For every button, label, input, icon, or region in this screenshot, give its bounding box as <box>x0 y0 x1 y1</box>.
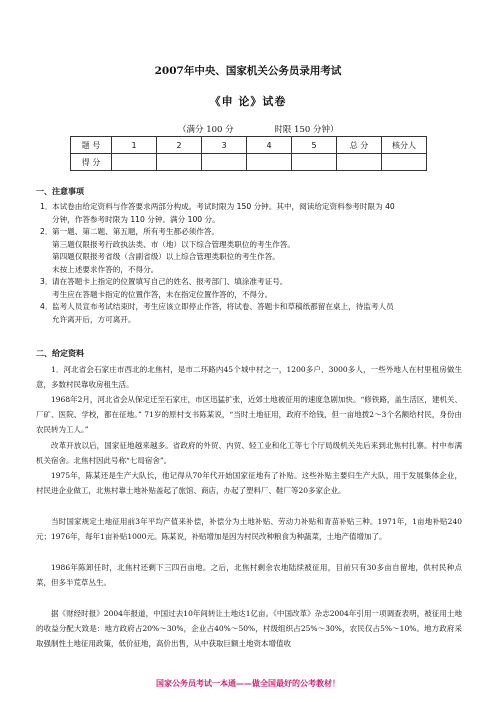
section-heading-materials: 二、给定资料 <box>36 349 84 358</box>
table-cell <box>292 154 337 171</box>
notes-list <box>40 201 462 326</box>
list-item: 允许离开后，方可离开。 <box>52 314 136 324</box>
list-item: 第四题仅限报考省级（含副省级）以上综合管理类职位的考生作答。 <box>52 252 280 261</box>
score-table <box>70 136 427 171</box>
table-cell: 总 分 <box>337 137 382 154</box>
section-heading-notes: 一、注意事项 <box>36 187 84 196</box>
list-item: 2．第一题、第二题、第五题，所有考生都必须作答。 <box>40 227 220 236</box>
table-cell <box>337 154 382 171</box>
table-cell: 题 号 <box>71 137 112 154</box>
table-cell: 核分人 <box>382 137 427 154</box>
paragraph: 据《财经时报》2004年报道，中国过去10年间转让土地达1亿亩。《中国改革》杂志2004年引用一项调查表明，被征用土地的收益分配大致是：地方政府占20%～30%，企业占40%～50%，村级组织占25%～30%，农民仅占5%～10%。地方政府采取强制性土地征用政策，低价征地，高价出售，从中获取巨额土地资本增值收 <box>36 609 462 648</box>
list-item: 第三题仅限报考行政执法类、市（地）以下综合管理类职位的考生作答。 <box>52 239 295 249</box>
table-cell: 5 <box>292 137 337 154</box>
table-cell <box>157 154 202 171</box>
list-item: 未按上述要求作答的，不得分。 <box>52 264 159 274</box>
table-cell <box>247 154 292 171</box>
list-item: 4．监考人员宣布考试结束时，考生应该立即停止作答，将试卷、答题卡和草稿纸都留在桌上，待监考人员 <box>40 302 394 311</box>
table-cell <box>202 154 247 171</box>
paragraph: 1986年陈卸任时，北焦村还剩下三四百亩地。之后，北焦村剩余农地陆续被征用，目前只有30多亩自留地，供村民种点菜，但多半荒草丛生。 <box>36 563 462 587</box>
table-cell: 2 <box>157 137 202 154</box>
table-cell: 4 <box>247 137 292 154</box>
paragraph: 改革开放以后，国家征地越来越多。省政府的外贸、内贸、轻工业和化工等七个厅局级机关先后来到北焦村扎寨。村中布满机关宿舍。北焦村因此号称“七局宿舍”。 <box>36 441 462 465</box>
exam-title: 2007年中央、国家机关公务员录用考试 <box>154 65 342 77</box>
exam-subtitle: 《申 论》试卷 <box>209 95 287 108</box>
list-item: 分钟，作答参考时限为 110 分钟。满分 100 分。 <box>52 214 220 224</box>
full-score: （满分 100 分 <box>178 125 234 135</box>
list-item: 3．请在答题卡上指定的位置填写自己的姓名、报考部门、填涂准考证号。 <box>40 277 288 286</box>
table-cell <box>112 154 157 171</box>
score-table-score-row <box>71 154 427 171</box>
paragraph: 1968年2月，河北省会从保定迁至石家庄，市区迅猛扩张，近郊土地被征用的速度急剧加快。“修铁路，盖生活区，建机关、厂矿、医院、学校，都在征地。” 71岁的原村支书陈某说，“当时土地征用，政府不给钱，但一亩地拨2～3个名额给村民，身份由农民转为工人。” <box>36 395 462 434</box>
table-cell <box>382 154 427 171</box>
table-cell: 3 <box>202 137 247 154</box>
exam-info <box>178 123 376 135</box>
list-item: 考生应在答题卡指定的位置作答，未在指定位置作答的，不得分。 <box>52 289 273 299</box>
paragraph: 1975年，陈某还是生产大队长，他记得从70年代开始国家征地有了补贴。这些补贴主要归生产大队，用于发展集体企业，村民进企业做工，北焦村靠土地补贴盖起了旅馆、商店，办起了塑料厂、鞋厂等20多家企业。 <box>36 471 462 495</box>
time-limit: 时限 150 分钟） <box>274 125 339 135</box>
paragraph: 当时国家规定土地征用前3年平均产值来补偿，补偿分为土地补贴、劳动力补贴和青苗补贴三种。1971年，1亩地补贴240元；1976年，每年1亩补贴1000元。陈某说，补贴增加是因为村民改种粮食为种蔬菜，土地产值增加了。 <box>36 517 462 541</box>
table-cell: 得 分 <box>71 154 112 171</box>
score-table-header-row <box>71 137 427 154</box>
paragraph: 1．河北省会石家庄市西北的北焦村，是市二环路内45个城中村之一，1200多户、3000多人，一些外地人在村里租房做生意，多数村民靠收房租生活。 <box>36 365 462 389</box>
list-item: 1．本试卷由给定资料与作答要求两部分构成。考试时限为 150 分钟。其中，阅读给定资料参考时限为 40 <box>40 202 395 211</box>
footer-slogan: 国家公务员考试一本通——做全国最好的公考教材！ <box>156 679 340 688</box>
table-cell: 1 <box>112 137 157 154</box>
